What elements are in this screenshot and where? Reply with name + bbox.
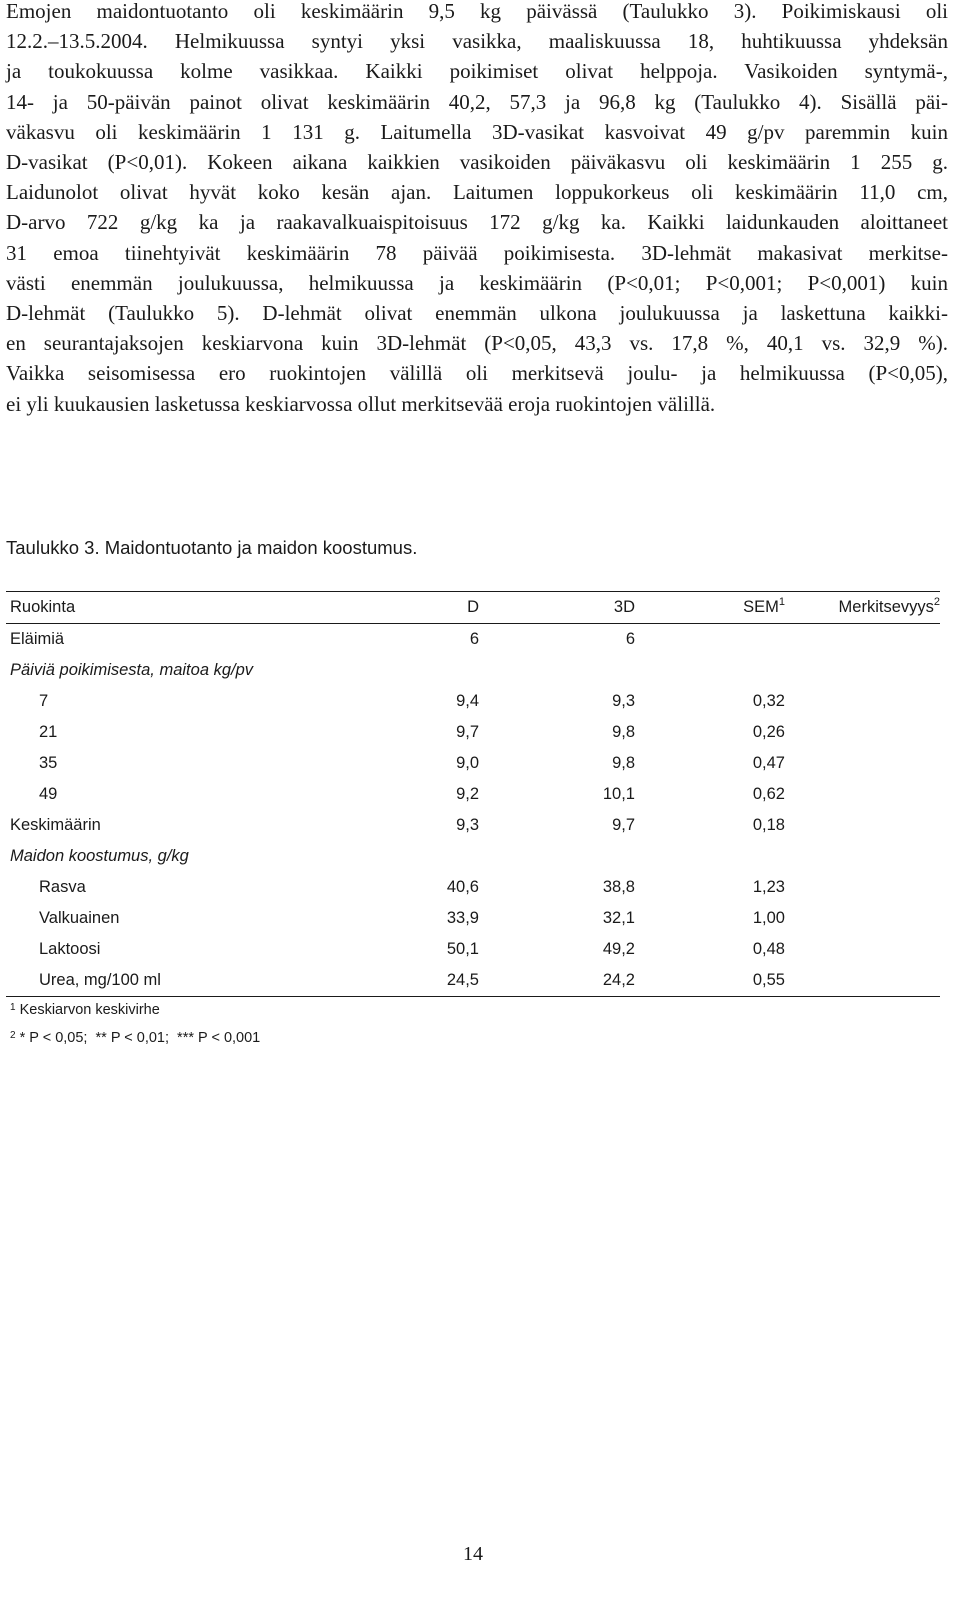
cell-sem: 0,18 <box>752 816 785 834</box>
table-row <box>6 965 940 997</box>
cell-sig <box>785 965 940 997</box>
cell-3d: 32,1 <box>602 909 635 927</box>
header-sig-label: Merkitsevyys <box>838 598 934 616</box>
body-line: en seurantajaksojen keskiarvona kuin 3D-lehmät (P<0,05, 43,3 vs. 17,8 %, 40,1 vs. 32,9 %). <box>6 331 948 356</box>
row-label: 35 <box>39 754 58 772</box>
table-row <box>6 686 940 717</box>
cell-sig <box>785 717 940 748</box>
cell-3d: 24,2 <box>587 965 635 997</box>
body-line: Vaikka seisomisessa ero ruokintojen välillä oli merkitsevä joulu- ja helmikuussa (P<0,05), <box>6 361 948 386</box>
cell-d: 6 <box>469 630 479 648</box>
cell-sem: 1,23 <box>752 878 785 896</box>
body-line: västi enemmän joulukuussa, helmikuussa ja keskimäärin (P<0,01; P<0,001; P<0,001) kuin <box>6 270 948 295</box>
body-line: väkasvu oli keskimäärin 1 131 g. Laitumella 3D-vasikat kasvoivat 49 g/pv paremmin kuin <box>6 119 948 144</box>
row-label: Laktoosi <box>39 940 101 958</box>
footnote-text: Keskiarvon keskivirhe <box>19 1002 160 1018</box>
section-label: Maidon koostumus, g/kg <box>10 847 189 865</box>
cell-sig <box>785 748 940 779</box>
table-row <box>6 872 940 903</box>
footnote <box>10 1024 260 1052</box>
body-line: Laidunolot olivat hyvät koko kesän ajan. Laitumen loppukorkeus oli keskimäärin 11,0 cm, <box>6 180 948 205</box>
body-line: Emojen maidontuotanto oli keskimäärin 9,5 kg päivässä (Taulukko 3). Poikimiskausi oli <box>6 0 948 23</box>
cell-d: 40,6 <box>446 878 479 896</box>
table-footnotes <box>10 996 260 1052</box>
cell-3d: 9,3 <box>612 692 635 710</box>
row-label: 49 <box>39 785 58 803</box>
header-sem <box>731 592 785 624</box>
header-sem-label: SEM <box>743 598 779 616</box>
row-label: 7 <box>39 692 49 710</box>
row-label: Valkuainen <box>39 909 120 927</box>
cell-sig <box>785 779 940 810</box>
header-sem-footnote-mark: 1 <box>778 596 785 608</box>
cell-d: 9,7 <box>456 723 479 741</box>
footnote <box>10 996 260 1024</box>
row-label: Rasva <box>39 878 86 896</box>
body-line: ja toukokuussa kolme vasikkaa. Kaikki poikimiset olivat helppoja. Vasikoiden syntymä-, <box>6 59 948 84</box>
cell-sem: 0,55 <box>731 965 785 997</box>
row-label: Urea, mg/100 ml <box>6 965 419 997</box>
cell-sem: 0,62 <box>752 785 785 803</box>
section-label: Päiviä poikimisesta, maitoa kg/pv <box>10 661 254 679</box>
table-row <box>6 810 940 841</box>
cell-d: 9,0 <box>456 754 479 772</box>
header-3d: 3D <box>587 592 635 624</box>
cell-sem: 0,47 <box>752 754 785 772</box>
cell-3d: 9,8 <box>612 723 635 741</box>
cell-sig <box>785 686 940 717</box>
row-label: Eläimiä <box>10 630 65 648</box>
cell-3d: 49,2 <box>602 940 635 958</box>
table-caption: Taulukko 3. Maidontuotanto ja maidon koostumus. <box>6 537 418 558</box>
cell-3d: 10,1 <box>602 785 635 803</box>
cell-d: 9,4 <box>456 692 479 710</box>
table-row <box>6 748 940 779</box>
table-row <box>6 779 940 810</box>
header-d: D <box>419 592 479 624</box>
table-header-row <box>6 592 940 624</box>
cell-sig <box>785 872 940 903</box>
cell-sem: 0,26 <box>752 723 785 741</box>
milk-production-table <box>6 591 940 997</box>
table-row <box>6 934 940 965</box>
table-section-row <box>6 655 940 686</box>
cell-sig <box>785 810 940 841</box>
cell-d: 24,5 <box>419 965 479 997</box>
cell-d: 50,1 <box>446 940 479 958</box>
body-line: D-lehmät (Taulukko 5). D-lehmät olivat enemmän ulkona joulukuussa ja laskettuna kaikki- <box>6 301 948 326</box>
cell-sig <box>785 934 940 965</box>
cell-d: 9,3 <box>456 816 479 834</box>
cell-3d: 9,8 <box>612 754 635 772</box>
body-line: ei yli kuukausien lasketussa keskiarvossa ollut merkitsevää eroja ruokintojen välillä. <box>6 391 716 416</box>
cell-3d: 38,8 <box>602 878 635 896</box>
cell-sem: 0,48 <box>752 940 785 958</box>
body-line: 14- ja 50-päivän painot olivat keskimäärin 40,2, 57,3 ja 96,8 kg (Taulukko 4). Sisällä päi- <box>6 89 948 114</box>
header-merkitsevyys <box>785 592 940 624</box>
page-number: 14 <box>463 1543 483 1565</box>
cell-sig <box>785 624 940 656</box>
cell-3d: 9,7 <box>612 816 635 834</box>
cell-sig <box>785 903 940 934</box>
table-row <box>6 717 940 748</box>
table-row <box>6 624 940 656</box>
header-ruokinta: Ruokinta <box>6 592 419 624</box>
footnote-mark: 2 <box>10 1030 16 1041</box>
body-line: D-vasikat (P<0,01). Kokeen aikana kaikkien vasikoiden päiväkasvu oli keskimäärin 1 255 g. <box>6 150 948 175</box>
cell-sem: 1,00 <box>752 909 785 927</box>
table-section-row <box>6 841 940 872</box>
footnote-text: * P < 0,05; ** P < 0,01; *** P < 0,001 <box>19 1030 261 1046</box>
body-paragraph <box>6 0 948 419</box>
header-sig-footnote-mark: 2 <box>933 596 940 608</box>
footnote-mark: 1 <box>10 1002 16 1013</box>
cell-sem <box>731 624 785 656</box>
body-line: D-arvo 722 g/kg ka ja raakavalkuaispitoisuus 172 g/kg ka. Kaikki laidunkauden aloittaneet <box>6 210 948 235</box>
row-label: Keskimäärin <box>10 816 101 834</box>
table-row <box>6 903 940 934</box>
cell-sem: 0,32 <box>752 692 785 710</box>
row-label: 21 <box>39 723 58 741</box>
body-line: 31 emoa tiinehtyivät keskimäärin 78 päivää poikimisesta. 3D-lehmät makasivat merkitse- <box>6 240 948 265</box>
cell-d: 33,9 <box>446 909 479 927</box>
cell-3d: 6 <box>625 630 635 648</box>
cell-d: 9,2 <box>456 785 479 803</box>
body-line: 12.2.–13.5.2004. Helmikuussa syntyi yksi vasikka, maaliskuussa 18, huhtikuussa yhdeksän <box>6 29 948 54</box>
